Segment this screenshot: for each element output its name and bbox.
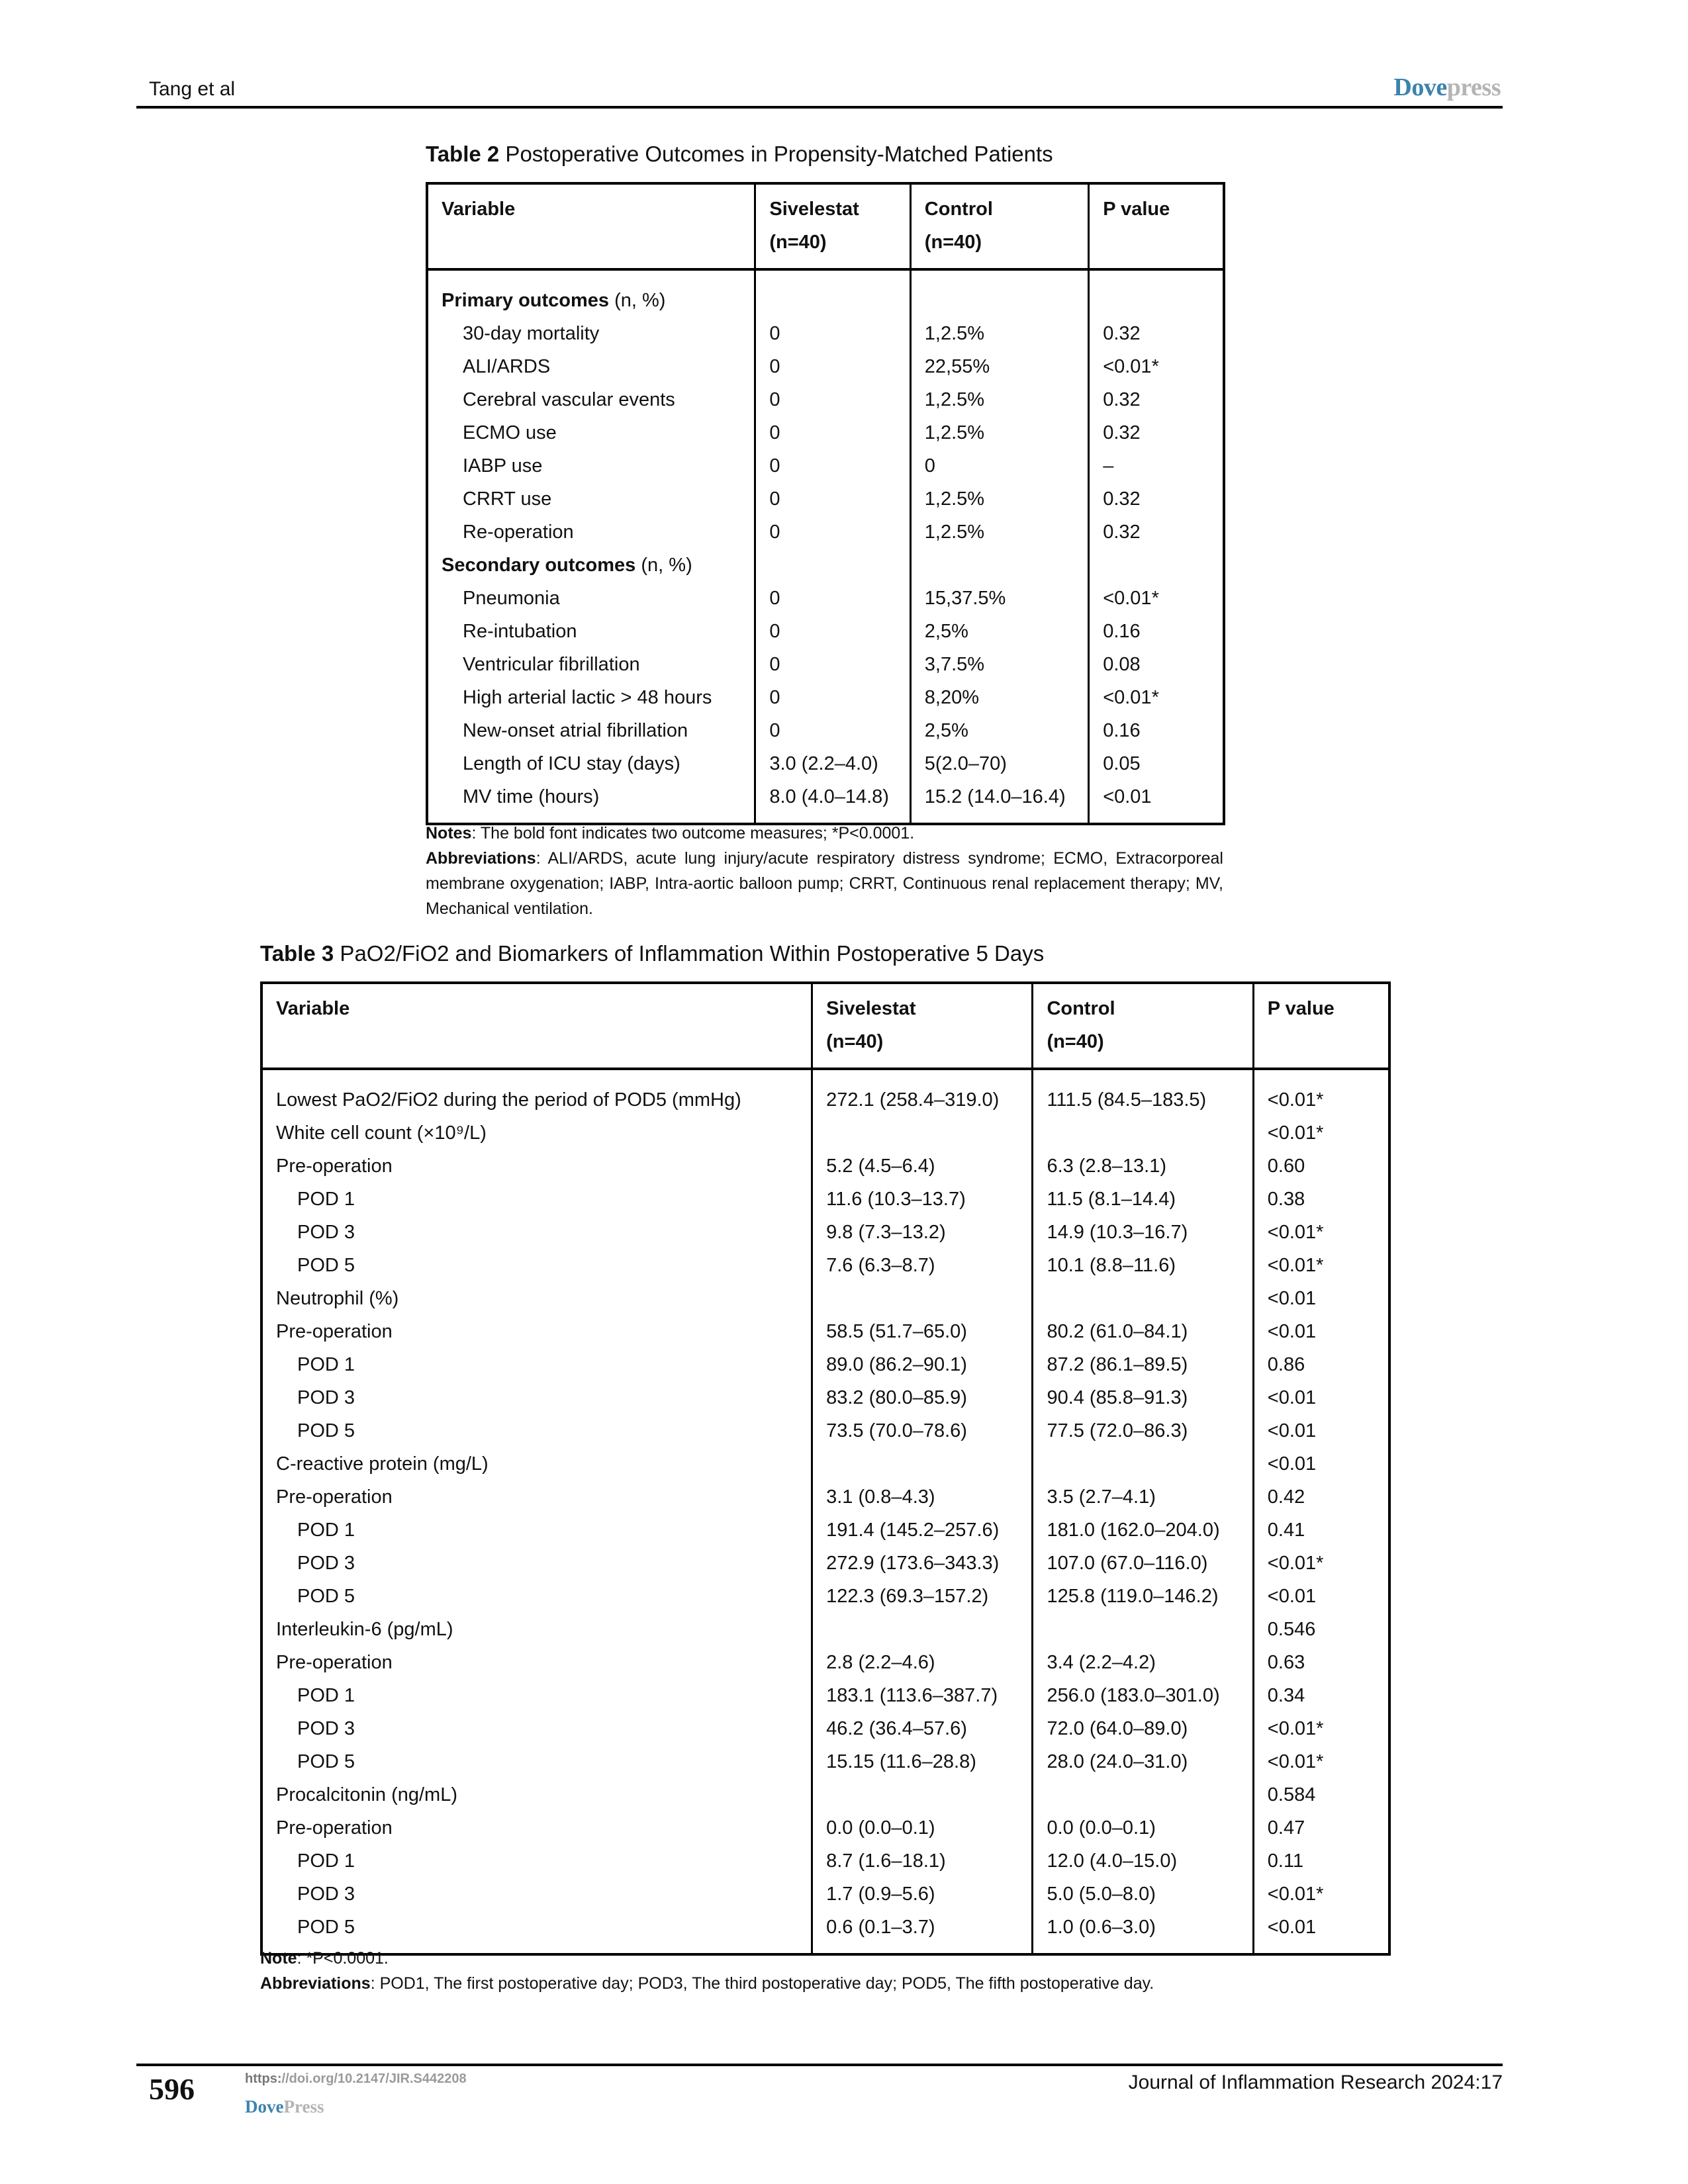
cell-control: 0.0 (0.0–0.1) — [1033, 1811, 1253, 1844]
table-row — [261, 1878, 1389, 1911]
cell-p-value: 0.32 — [1089, 482, 1224, 516]
cell-p-value: 0.08 — [1089, 648, 1224, 681]
cell-sivelestat: 58.5 (51.7–65.0) — [812, 1315, 1033, 1348]
cell-sivelestat: 0 — [755, 681, 910, 714]
table-row — [261, 1480, 1389, 1514]
cell-sivelestat: 0 — [755, 350, 910, 383]
cell-sivelestat: 1.7 (0.9–5.6) — [812, 1878, 1033, 1911]
cell-sivelestat — [812, 1778, 1033, 1811]
table-row — [261, 1116, 1389, 1150]
cell-variable: IABP use — [427, 449, 755, 482]
cell-control: 1,2.5% — [910, 516, 1088, 549]
table3-header-row — [261, 983, 1389, 1069]
cell-sivelestat: 83.2 (80.0–85.9) — [812, 1381, 1033, 1414]
cell-control: 2,5% — [910, 615, 1088, 648]
cell-control: 1,2.5% — [910, 416, 1088, 449]
cell-sivelestat — [812, 1116, 1033, 1150]
cell-variable: Pre-operation — [261, 1811, 812, 1844]
cell-variable: POD 3 — [261, 1216, 812, 1249]
col-header-control: Control (n=40) — [910, 183, 1088, 269]
cell-sivelestat: 272.1 (258.4–319.0) — [812, 1069, 1033, 1116]
cell-control: 3,7.5% — [910, 648, 1088, 681]
cell-variable: White cell count (×10⁹/L) — [261, 1116, 812, 1150]
table-row — [261, 1348, 1389, 1381]
cell-variable: ALI/ARDS — [427, 350, 755, 383]
cell-p-value: 0.38 — [1253, 1183, 1389, 1216]
table3 — [260, 981, 1391, 1956]
cell-p-value: <0.01* — [1089, 582, 1224, 615]
cell-sivelestat: 5.2 (4.5–6.4) — [812, 1150, 1033, 1183]
cell-sivelestat: 0.6 (0.1–3.7) — [812, 1911, 1033, 1954]
cell-control — [1033, 1116, 1253, 1150]
cell-variable: POD 1 — [261, 1348, 812, 1381]
table-row — [261, 1646, 1389, 1679]
logo-press: press — [1446, 73, 1501, 101]
cell-control: 8,20% — [910, 681, 1088, 714]
cell-control: 80.2 (61.0–84.1) — [1033, 1315, 1253, 1348]
cell-p-value: 0.32 — [1089, 383, 1224, 416]
cell-control: 14.9 (10.3–16.7) — [1033, 1216, 1253, 1249]
cell-sivelestat: 0 — [755, 482, 910, 516]
cell-sivelestat: 272.9 (173.6–343.3) — [812, 1547, 1033, 1580]
cell-control: 256.0 (183.0–301.0) — [1033, 1679, 1253, 1712]
cell-sivelestat: 0 — [755, 317, 910, 350]
section-title: Primary outcomes (n, %) — [427, 269, 755, 317]
cell-control: 28.0 (24.0–31.0) — [1033, 1745, 1253, 1778]
cell-control: 1.0 (0.6–3.0) — [1033, 1911, 1253, 1954]
cell-p-value: <0.01* — [1253, 1547, 1389, 1580]
table-row — [427, 516, 1224, 549]
notes-label: Note — [260, 1949, 297, 1968]
cell-sivelestat: 0 — [755, 648, 910, 681]
table3-caption-text: PaO2/FiO2 and Biomarkers of Inflammation Within Postoperative 5 Days — [334, 941, 1045, 966]
table-row — [427, 449, 1224, 482]
cell-p-value: 0.16 — [1089, 714, 1224, 747]
cell-p-value: <0.01* — [1253, 1712, 1389, 1745]
cell-control: 72.0 (64.0–89.0) — [1033, 1712, 1253, 1745]
cell-sivelestat: 8.7 (1.6–18.1) — [812, 1844, 1033, 1878]
cell-sivelestat — [812, 1282, 1033, 1315]
table-row — [427, 648, 1224, 681]
table-row — [427, 416, 1224, 449]
cell-p-value: 0.42 — [1253, 1480, 1389, 1514]
cell-variable: POD 1 — [261, 1844, 812, 1878]
table3-notes — [260, 1946, 1392, 1996]
cell-p-value: <0.01* — [1253, 1878, 1389, 1911]
table-row — [261, 1069, 1389, 1116]
cell-variable: POD 3 — [261, 1878, 812, 1911]
notes-label: Notes — [426, 824, 472, 842]
abbreviations-text: : POD1, The first postoperative day; POD3, The third postoperative day; POD5, The fifth postoperative day. — [370, 1974, 1154, 1993]
cell-control: 5(2.0–70) — [910, 747, 1088, 780]
cell-sivelestat: 0.0 (0.0–0.1) — [812, 1811, 1033, 1844]
cell-p-value: 0.41 — [1253, 1514, 1389, 1547]
table-row — [261, 1183, 1389, 1216]
cell-control: 87.2 (86.1–89.5) — [1033, 1348, 1253, 1381]
col-header-control: Control (n=40) — [1033, 983, 1253, 1069]
cell-p-value: <0.01* — [1253, 1116, 1389, 1150]
table-row — [427, 615, 1224, 648]
table3-body — [261, 1069, 1389, 1954]
table-row — [261, 1778, 1389, 1811]
cell-variable: POD 5 — [261, 1580, 812, 1613]
col-header-sivelestat: Sivelestat (n=40) — [755, 183, 910, 269]
cell-sivelestat: 46.2 (36.4–57.6) — [812, 1712, 1033, 1745]
cell-variable: High arterial lactic > 48 hours — [427, 681, 755, 714]
col-header-variable: Variable — [427, 183, 755, 269]
table-row — [261, 1811, 1389, 1844]
cell-variable: Ventricular fibrillation — [427, 648, 755, 681]
cell-sivelestat: 2.8 (2.2–4.6) — [812, 1646, 1033, 1679]
table-row — [261, 1249, 1389, 1282]
table-row — [261, 1547, 1389, 1580]
cell-p-value: 0.32 — [1089, 317, 1224, 350]
cell-variable: Pre-operation — [261, 1646, 812, 1679]
cell-control: 1,2.5% — [910, 482, 1088, 516]
cell-p-value: <0.01* — [1089, 681, 1224, 714]
cell-p-value: <0.01* — [1089, 350, 1224, 383]
cell-control — [1033, 1447, 1253, 1480]
cell-sivelestat — [812, 1447, 1033, 1480]
cell-variable: Pre-operation — [261, 1480, 812, 1514]
cell-variable: ECMO use — [427, 416, 755, 449]
cell-sivelestat: 191.4 (145.2–257.6) — [812, 1514, 1033, 1547]
cell-control: 0 — [910, 449, 1088, 482]
table-row — [427, 780, 1224, 824]
cell-sivelestat: 0 — [755, 714, 910, 747]
cell-p-value: 0.32 — [1089, 516, 1224, 549]
cell-variable: Pre-operation — [261, 1150, 812, 1183]
cell-p-value: 0.86 — [1253, 1348, 1389, 1381]
table-row — [261, 1745, 1389, 1778]
cell-variable: Lowest PaO2/FiO2 during the period of POD5 (mmHg) — [261, 1069, 812, 1116]
cell-control: 77.5 (72.0–86.3) — [1033, 1414, 1253, 1447]
cell-variable: POD 3 — [261, 1547, 812, 1580]
cell-p-value: 0.11 — [1253, 1844, 1389, 1878]
cell-control: 5.0 (5.0–8.0) — [1033, 1878, 1253, 1911]
cell-p-value: – — [1089, 449, 1224, 482]
cell-control: 111.5 (84.5–183.5) — [1033, 1069, 1253, 1116]
cell-p-value: 0.34 — [1253, 1679, 1389, 1712]
cell-sivelestat: 3.0 (2.2–4.0) — [755, 747, 910, 780]
cell-control: 22,55% — [910, 350, 1088, 383]
section-title: Secondary outcomes (n, %) — [427, 549, 755, 582]
dovepress-logo[interactable] — [1393, 73, 1501, 102]
table-row — [427, 714, 1224, 747]
table-row — [261, 1447, 1389, 1480]
cell-sivelestat: 9.8 (7.3–13.2) — [812, 1216, 1033, 1249]
cell-variable: POD 1 — [261, 1183, 812, 1216]
cell-control: 15.2 (14.0–16.4) — [910, 780, 1088, 824]
notes-text: : The bold font indicates two outcome measures; *P<0.0001. — [471, 824, 915, 842]
table2-caption-text: Postoperative Outcomes in Propensity-Matched Patients — [499, 142, 1053, 166]
cell-control — [1033, 1282, 1253, 1315]
table-row — [261, 1679, 1389, 1712]
cell-p-value: 0.584 — [1253, 1778, 1389, 1811]
col-header-sivelestat: Sivelestat (n=40) — [812, 983, 1033, 1069]
cell-p-value: <0.01 — [1253, 1381, 1389, 1414]
cell-sivelestat: 0 — [755, 516, 910, 549]
col-header-p-value: P value — [1253, 983, 1389, 1069]
cell-sivelestat — [812, 1613, 1033, 1646]
cell-variable: POD 1 — [261, 1679, 812, 1712]
table-row — [427, 681, 1224, 714]
abbreviations-label: Abbreviations — [426, 849, 536, 868]
cell-sivelestat: 183.1 (113.6–387.7) — [812, 1679, 1033, 1712]
cell-variable: MV time (hours) — [427, 780, 755, 824]
cell-control: 107.0 (67.0–116.0) — [1033, 1547, 1253, 1580]
table2-header-row — [427, 183, 1224, 269]
cell-p-value: <0.01* — [1253, 1249, 1389, 1282]
cell-variable: Interleukin-6 (pg/mL) — [261, 1613, 812, 1646]
cell-control: 3.4 (2.2–4.2) — [1033, 1646, 1253, 1679]
cell-variable: Neutrophil (%) — [261, 1282, 812, 1315]
table-row — [261, 1514, 1389, 1547]
cell-variable: POD 5 — [261, 1414, 812, 1447]
cell-p-value: <0.01 — [1253, 1580, 1389, 1613]
dovepress-footer-logo[interactable]: DovePress — [245, 2097, 324, 2116]
cell-variable: Procalcitonin (ng/mL) — [261, 1778, 812, 1811]
table3-caption-label: Table 3 — [260, 941, 334, 966]
table2 — [426, 182, 1225, 825]
notes-text: : *P<0.0001. — [297, 1949, 389, 1968]
cell-sivelestat: 89.0 (86.2–90.1) — [812, 1348, 1033, 1381]
cell-variable: POD 5 — [261, 1249, 812, 1282]
cell-sivelestat: 7.6 (6.3–8.7) — [812, 1249, 1033, 1282]
cell-control: 15,37.5% — [910, 582, 1088, 615]
cell-control — [1033, 1613, 1253, 1646]
cell-variable: Length of ICU stay (days) — [427, 747, 755, 780]
table-row — [427, 482, 1224, 516]
table-row — [427, 317, 1224, 350]
table-row — [261, 1613, 1389, 1646]
cell-sivelestat: 3.1 (0.8–4.3) — [812, 1480, 1033, 1514]
cell-sivelestat: 0 — [755, 416, 910, 449]
cell-control: 181.0 (162.0–204.0) — [1033, 1514, 1253, 1547]
cell-sivelestat: 122.3 (69.3–157.2) — [812, 1580, 1033, 1613]
cell-p-value: 0.63 — [1253, 1646, 1389, 1679]
cell-variable: POD 1 — [261, 1514, 812, 1547]
cell-variable: Pre-operation — [261, 1315, 812, 1348]
table2-notes — [426, 821, 1223, 921]
cell-p-value: <0.01 — [1253, 1911, 1389, 1954]
cell-p-value: 0.05 — [1089, 747, 1224, 780]
table-row — [261, 1150, 1389, 1183]
table-row — [261, 1580, 1389, 1613]
table-row — [261, 1315, 1389, 1348]
table-row — [427, 747, 1224, 780]
cell-p-value: <0.01 — [1253, 1315, 1389, 1348]
cell-sivelestat: 8.0 (4.0–14.8) — [755, 780, 910, 824]
cell-control: 1,2.5% — [910, 317, 1088, 350]
section-row — [427, 549, 1224, 582]
cell-p-value: <0.01 — [1253, 1414, 1389, 1447]
table-row — [261, 1216, 1389, 1249]
cell-p-value: <0.01* — [1253, 1745, 1389, 1778]
footer-rule — [136, 2064, 1503, 2066]
cell-control: 11.5 (8.1–14.4) — [1033, 1183, 1253, 1216]
cell-control: 125.8 (119.0–146.2) — [1033, 1580, 1253, 1613]
cell-p-value: <0.01 — [1253, 1282, 1389, 1315]
cell-variable: POD 5 — [261, 1745, 812, 1778]
cell-variable: C-reactive protein (mg/L) — [261, 1447, 812, 1480]
cell-variable: Re-operation — [427, 516, 755, 549]
cell-variable: 30-day mortality — [427, 317, 755, 350]
cell-control: 1,2.5% — [910, 383, 1088, 416]
cell-control: 3.5 (2.7–4.1) — [1033, 1480, 1253, 1514]
cell-variable: CRRT use — [427, 482, 755, 516]
cell-variable: Pneumonia — [427, 582, 755, 615]
col-header-variable: Variable — [261, 983, 812, 1069]
cell-sivelestat: 0 — [755, 449, 910, 482]
table-row — [261, 1414, 1389, 1447]
cell-sivelestat: 0 — [755, 615, 910, 648]
cell-sivelestat: 73.5 (70.0–78.6) — [812, 1414, 1033, 1447]
table-row — [261, 1844, 1389, 1878]
cell-control: 2,5% — [910, 714, 1088, 747]
cell-p-value: <0.01 — [1253, 1447, 1389, 1480]
cell-control: 12.0 (4.0–15.0) — [1033, 1844, 1253, 1878]
abbreviations-text: : ALI/ARDS, acute lung injury/acute respiratory distress syndrome; ECMO, Extracorporeal membrane oxygenation; IABP, Intra-aortic balloon pump; CRRT, Continuous renal replacement therapy; MV, Mechanical ventilation. — [426, 849, 1223, 918]
table-row — [261, 1282, 1389, 1315]
cell-p-value: <0.01* — [1253, 1069, 1389, 1116]
cell-control: 10.1 (8.8–11.6) — [1033, 1249, 1253, 1282]
col-header-p-value: P value — [1089, 183, 1224, 269]
running-head: Tang et al — [149, 78, 236, 100]
journal-citation: Journal of Inflammation Research 2024:17 — [1128, 2071, 1503, 2093]
table2-body — [427, 269, 1224, 824]
table-row — [427, 350, 1224, 383]
cell-sivelestat: 15.15 (11.6–28.8) — [812, 1745, 1033, 1778]
cell-p-value: 0.60 — [1253, 1150, 1389, 1183]
cell-variable: Re-intubation — [427, 615, 755, 648]
section-row — [427, 269, 1224, 317]
cell-p-value: <0.01 — [1089, 780, 1224, 824]
cell-variable: POD 3 — [261, 1381, 812, 1414]
cell-variable: New-onset atrial fibrillation — [427, 714, 755, 747]
cell-p-value: <0.01* — [1253, 1216, 1389, 1249]
table2-caption — [426, 142, 1053, 167]
cell-sivelestat: 0 — [755, 582, 910, 615]
cell-variable: Cerebral vascular events — [427, 383, 755, 416]
page-number: 596 — [149, 2072, 195, 2106]
cell-sivelestat: 11.6 (10.3–13.7) — [812, 1183, 1033, 1216]
header-rule — [136, 106, 1503, 109]
cell-p-value: 0.546 — [1253, 1613, 1389, 1646]
logo-dove: Dove — [1393, 73, 1447, 101]
table-row — [427, 582, 1224, 615]
table-row — [261, 1381, 1389, 1414]
cell-p-value: 0.47 — [1253, 1811, 1389, 1844]
cell-p-value: 0.16 — [1089, 615, 1224, 648]
abbreviations-label: Abbreviations — [260, 1974, 371, 1993]
table-row — [427, 383, 1224, 416]
cell-sivelestat: 0 — [755, 383, 910, 416]
cell-variable: POD 3 — [261, 1712, 812, 1745]
cell-control: 90.4 (85.8–91.3) — [1033, 1381, 1253, 1414]
table-row — [261, 1712, 1389, 1745]
cell-p-value: 0.32 — [1089, 416, 1224, 449]
cell-control — [1033, 1778, 1253, 1811]
cell-variable: POD 5 — [261, 1911, 812, 1954]
table3-caption — [260, 941, 1044, 966]
cell-control: 6.3 (2.8–13.1) — [1033, 1150, 1253, 1183]
doi-link[interactable]: https://doi.org/10.2147/JIR.S442208 — [245, 2071, 467, 2086]
table2-caption-label: Table 2 — [426, 142, 500, 166]
